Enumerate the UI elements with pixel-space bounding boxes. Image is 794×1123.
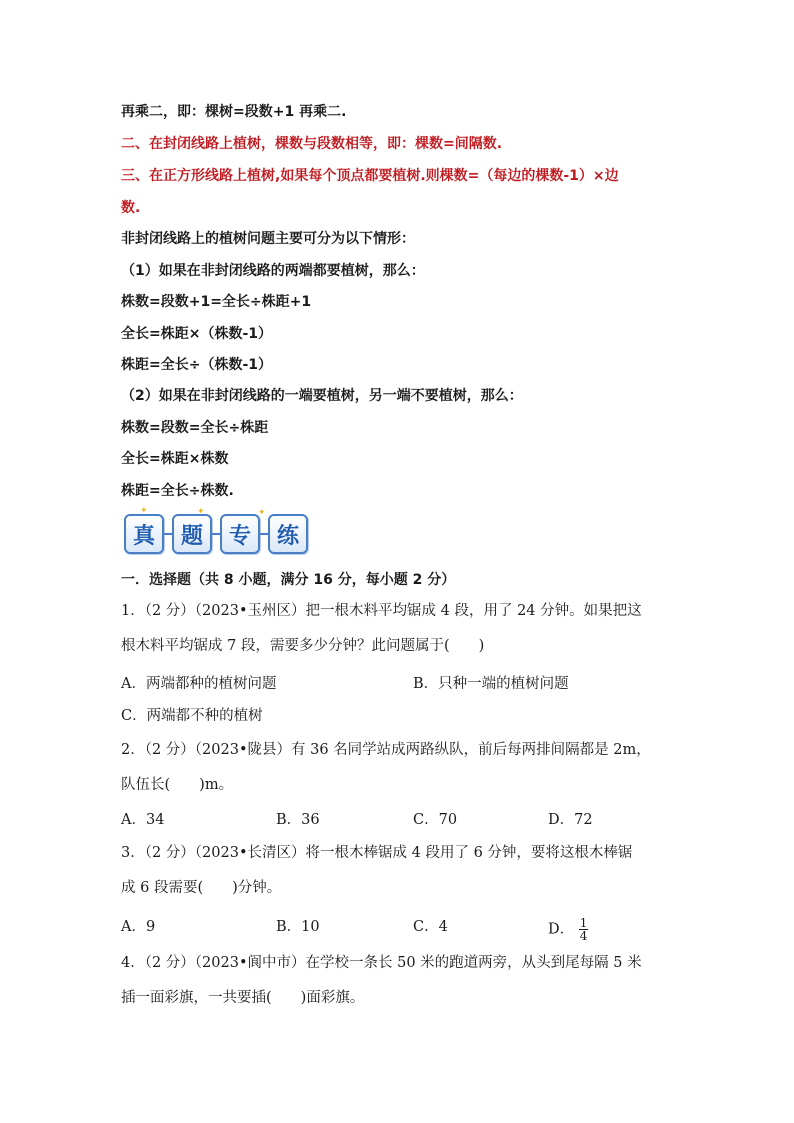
- intro-line-7: 株数=段数+1=全长÷株距+1: [121, 294, 312, 310]
- question-3-option-b: B．10: [276, 919, 320, 935]
- intro-line-1: 再乘二，即：棵树=段数+1 再乘二.: [121, 104, 347, 120]
- question-4-line-2: 插一面彩旗，一共要插( )面彩旗。: [121, 990, 365, 1006]
- intro-line-2: 二、在封闭线路上植树，棵数与段数相等，即：棵数=间隔数.: [121, 136, 503, 152]
- fraction: [579, 917, 589, 942]
- question-1-line-2: 根木料平均锯成 7 段，需要多少分钟？此问题属于( ): [121, 638, 485, 654]
- question-3-option-d: [548, 917, 588, 942]
- question-2-option-a: A．34: [121, 812, 165, 828]
- question-2-line-1: 2．（2 分）（2023•陇县）有 36 名同学站成两路纵队，前后每两排间隔都是 2m，: [121, 742, 651, 758]
- fraction-denominator: 4: [579, 929, 588, 943]
- question-1-option-c: C．两端都不种的植树: [121, 708, 263, 724]
- intro-line-10: （2）如果在非封闭线路的一端要植树，另一端不要植树，那么：: [121, 388, 523, 404]
- intro-line-5: 非封闭线路上的植树问题主要可分为以下情形：: [121, 231, 415, 247]
- banner-tile-2: 题: [172, 514, 212, 554]
- sparkle-icon: ✦: [258, 508, 266, 518]
- intro-line-13: 株距=全长÷株数.: [121, 483, 234, 499]
- section-title: 一．选择题（共 8 小题，满分 16 分，每小题 2 分）: [121, 572, 456, 588]
- question-2-line-2: 队伍长( )m。: [121, 777, 234, 793]
- question-1-option-b: B．只种一端的植树问题: [413, 676, 569, 692]
- question-4-line-1: 4．（2 分）（2023•阆中市）在学校一条长 50 米的跑道两旁，从头到尾每隔 5 米: [121, 955, 642, 971]
- question-2-option-c: C．70: [413, 812, 458, 828]
- banner-tile-1: 真: [124, 514, 164, 554]
- banner-connector: [260, 533, 268, 535]
- intro-line-6: （1）如果在非封闭线路的两端都要植树，那么：: [121, 263, 425, 279]
- question-3-line-1: 3．（2 分）（2023•长清区）将一根木棒锯成 4 段用了 6 分钟，要将这根木棒锯: [121, 845, 633, 861]
- sparkle-icon: ✦: [140, 506, 148, 516]
- question-3-option-c: C．4: [413, 919, 448, 935]
- sparkle-icon: ✦: [197, 507, 205, 517]
- section-banner: [124, 512, 308, 556]
- intro-line-9: 株距=全长÷（株数-1）: [121, 357, 273, 373]
- banner-tile-3: 专: [220, 514, 260, 554]
- intro-line-8: 全长=株距×（株数-1）: [121, 326, 273, 342]
- question-3-line-2: 成 6 段需要( )分钟。: [121, 880, 282, 896]
- question-3-option-a: A．9: [121, 919, 156, 935]
- question-2-option-b: B．36: [276, 812, 320, 828]
- question-3-option-d-label: D．: [548, 921, 575, 938]
- intro-line-3: 三、在正方形线路上植树,如果每个顶点都要植树.则棵数=（每边的棵数-1）×边: [121, 168, 619, 184]
- banner-connector: [212, 533, 220, 535]
- fraction-numerator: 1: [579, 916, 588, 930]
- intro-line-4: 数.: [121, 200, 141, 216]
- intro-line-11: 株数=段数=全长÷株距: [121, 420, 269, 436]
- intro-line-12: 全长=株距×株数: [121, 451, 229, 467]
- banner-connector: [164, 533, 172, 535]
- question-1-line-1: 1．（2 分）（2023•玉州区）把一根木料平均锯成 4 段，用了 24 分钟。如果把这: [121, 603, 642, 619]
- banner-tile-4: 练: [268, 514, 308, 554]
- question-1-option-a: A．两端都种的植树问题: [121, 676, 277, 692]
- question-2-option-d: D．72: [548, 812, 593, 828]
